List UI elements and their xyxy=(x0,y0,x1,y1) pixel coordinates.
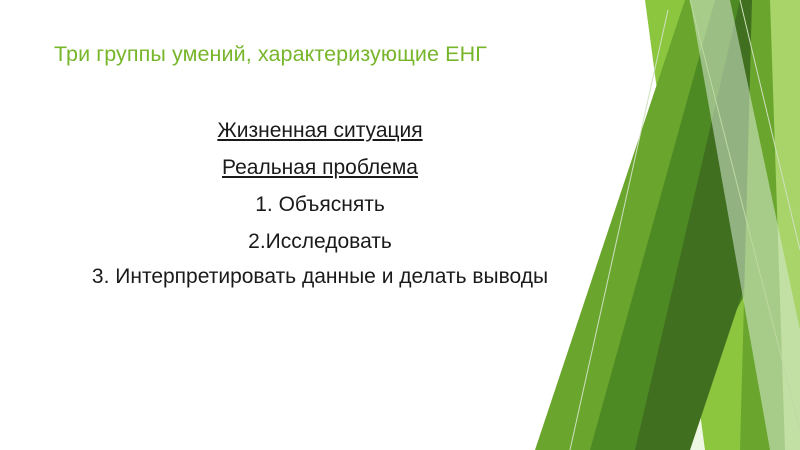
body-line: 1. Объяснять xyxy=(255,193,385,216)
body-line: 2.Исследовать xyxy=(248,230,392,253)
body-line: Жизненная ситуация xyxy=(217,119,423,142)
page-title: Три группы умений, характеризующие ЕНГ xyxy=(54,42,487,66)
slide-body xyxy=(40,112,600,293)
body-line: Реальная проблема xyxy=(222,156,418,179)
body-line: 3. Интерпретировать данные и делать выводы xyxy=(91,265,549,288)
